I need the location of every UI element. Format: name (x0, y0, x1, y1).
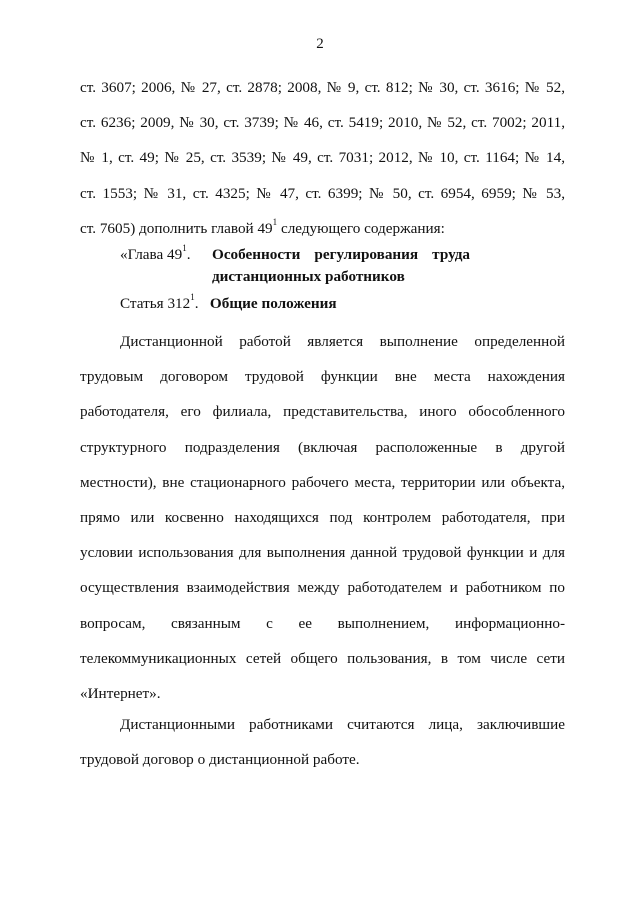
paragraph-line: прямо или косвенно находящихся под контролем работодателя, при (80, 508, 565, 526)
chapter-title-line-1: Особенности регулирования труда (212, 246, 470, 263)
intro-line: ст. 1553; № 31, ст. 4325; № 47, ст. 6399; № 50, ст. 6954, 6959; № 53, (80, 184, 565, 202)
intro-line: ст. 6236; 2009, № 30, ст. 3739; № 46, ст. 5419; 2010, № 52, ст. 7002; 2011, (80, 114, 565, 132)
article-prefix: Статья $312^1$. (120, 291, 199, 312)
paragraph-line: осуществления взаимодействия между работодателем и работником по (80, 579, 565, 597)
paragraph-line: структурного подразделения (включая расположенные в другой (80, 438, 565, 456)
paragraph-line: местности), вне стационарного рабочего места, территории или объекта, (80, 473, 565, 491)
chapter-title-line-2: дистанционных работников (212, 268, 405, 285)
paragraph-line: Дистанционными работниками считаются лица, заключившие (120, 716, 565, 733)
intro-line-last: ст. 7605) дополнить главой $49^1$ следующего содержания: (80, 216, 445, 237)
page-number: 2 (316, 36, 324, 52)
paragraph-line: трудовым договором трудовой функции вне места нахождения (80, 368, 565, 386)
paragraph-line-last: трудовой договор о дистанционной работе. (80, 751, 360, 769)
chapter-prefix: «Глава $49^1$. (120, 242, 191, 263)
paragraph-line: условии использования для выполнения данной трудовой функции и для (80, 544, 565, 562)
paragraph-line: работодателя, его филиала, представительства, иного обособленного (80, 403, 565, 421)
paragraph-line: телекоммуникационных сетей общего пользования, в том числе сети (80, 649, 565, 667)
chapter-heading (120, 244, 470, 288)
article-title: Общие положения (209, 295, 337, 312)
article-heading (120, 292, 337, 316)
intro-line: ст. 3607; 2006, № 27, ст. 2878; 2008, № 9, ст. 812; № 30, ст. 3616; № 52, (80, 79, 565, 96)
paragraph-line: вопросам, связанным с ее выполнением, информационно- (80, 614, 565, 632)
paragraph-line: Дистанционной работой является выполнение определенной (120, 333, 565, 350)
paragraph-2 (80, 707, 565, 777)
intro-paragraph (80, 70, 565, 246)
paragraph-1 (80, 324, 565, 711)
intro-line: № 1, ст. 49; № 25, ст. 3539; № 49, ст. 7031; 2012, № 10, ст. 1164; № 14, (80, 149, 565, 167)
paragraph-line-last: «Интернет». (80, 684, 161, 702)
